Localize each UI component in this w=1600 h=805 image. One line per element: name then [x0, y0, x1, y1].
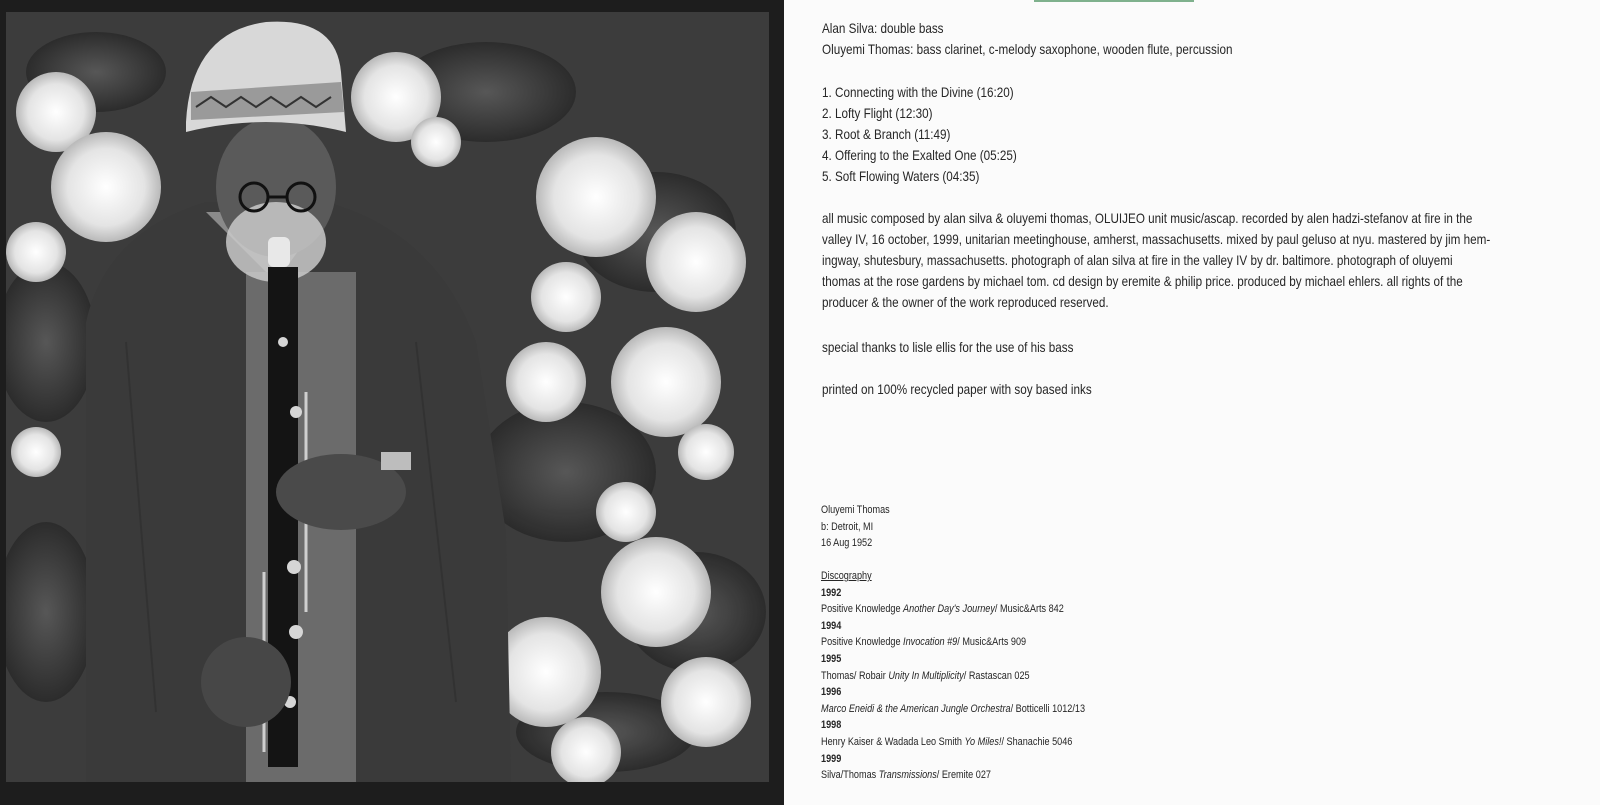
- track-item: 1. Connecting with the Divine (16:20): [822, 85, 1014, 100]
- special-thanks: special thanks to lisle ellis for the use of his bass: [822, 340, 1074, 355]
- credits-line: ingway, shutesbury, massachusetts. photograph of alan silva at fire in the valley IV by dr. baltimore. photograph of oluyemi: [822, 253, 1453, 268]
- track-item: 5. Soft Flowing Waters (04:35): [822, 169, 980, 184]
- release-artist: Positive Knowledge: [821, 603, 904, 616]
- credits-line: thomas at the rose gardens by michael tom. cd design by eremite & philip price. produced by michael ehlers. all rights of the: [822, 274, 1463, 289]
- discography-entry: [821, 585, 1085, 618]
- credits-line: valley IV, 16 october, 1999, unitarian meetinghouse, amherst, massachusetts. mixed by paul geluso at nyu. mastered by jim hem-: [822, 232, 1491, 247]
- track-list: [822, 82, 1017, 187]
- release-label: / Eremite 027: [936, 769, 991, 782]
- release-title: Marco Eneidi & the American Jungle Orchestra: [821, 702, 1011, 715]
- credits-line: producer & the owner of the work reproduced reserved.: [822, 295, 1109, 310]
- cover-photo-panel: [0, 0, 784, 805]
- discography-release: [821, 668, 1085, 685]
- release-title: Unity In Multiplicity: [888, 669, 964, 682]
- discography: [821, 568, 1085, 784]
- release-title: Transmissions: [878, 769, 937, 782]
- bio-birthplace: b: Detroit, MI: [821, 520, 874, 533]
- release-artist: Positive Knowledge: [821, 636, 904, 649]
- discography-entry: [821, 618, 1085, 651]
- release-artist: Silva/Thomas: [821, 769, 879, 782]
- discography-year: 1999: [821, 752, 842, 765]
- release-label: / Rastascan 025: [963, 669, 1030, 682]
- track-item: 2. Lofty Flight (12:30): [822, 106, 933, 121]
- credits-line: all music composed by alan silva & oluyemi thomas, OLUIJEO unit music/ascap. recorded by alen hadzi-stefanov at fire in the: [822, 211, 1473, 226]
- release-label: / Shanachie 5046: [1001, 735, 1073, 748]
- release-label: / Botticelli 1012/13: [1010, 702, 1086, 715]
- discography-year: 1994: [821, 619, 842, 632]
- release-label: / Music&Arts 909: [957, 636, 1027, 649]
- discography-year: 1995: [821, 652, 842, 665]
- discography-release: [821, 634, 1085, 651]
- discography-year: 1998: [821, 719, 842, 732]
- discography-year: 1996: [821, 686, 842, 699]
- track-item: 3. Root & Branch (11:49): [822, 127, 951, 142]
- personnel-list: [822, 18, 1232, 60]
- discography-heading: Discography: [821, 570, 872, 582]
- printing-note: printed on 100% recycled paper with soy based inks: [822, 382, 1092, 397]
- release-title: Yo Miles!: [964, 735, 1002, 748]
- discography-release: [821, 601, 1085, 618]
- bio-name: Oluyemi Thomas: [821, 504, 890, 516]
- discography-entry: [821, 651, 1085, 684]
- artist-bio: [821, 502, 890, 552]
- discography-release: [821, 734, 1085, 751]
- accent-strip: [1034, 0, 1194, 2]
- discography-year: 1992: [821, 586, 842, 599]
- musician-photo: [6, 12, 769, 782]
- discography-release: [821, 701, 1085, 718]
- musician-photo-illustration: [6, 12, 769, 782]
- release-title: Invocation #9: [903, 636, 958, 649]
- discography-entry: [821, 684, 1085, 717]
- discography-entry: [821, 717, 1085, 750]
- release-title: Another Day's Journey: [903, 603, 995, 616]
- release-label: / Music&Arts 842: [994, 603, 1064, 616]
- discography-entry: [821, 751, 1085, 784]
- bio-birthdate: 16 Aug 1952: [821, 537, 873, 550]
- personnel-line: Oluyemi Thomas: bass clarinet, c-melody saxophone, wooden flute, percussion: [822, 42, 1233, 57]
- release-artist: Thomas/ Robair: [821, 669, 889, 682]
- production-credits: [822, 208, 1490, 313]
- release-artist: Henry Kaiser & Wadada Leo Smith: [821, 735, 965, 748]
- track-item: 4. Offering to the Exalted One (05:25): [822, 148, 1017, 163]
- personnel-line: Alan Silva: double bass: [822, 21, 944, 36]
- discography-release: [821, 767, 1085, 784]
